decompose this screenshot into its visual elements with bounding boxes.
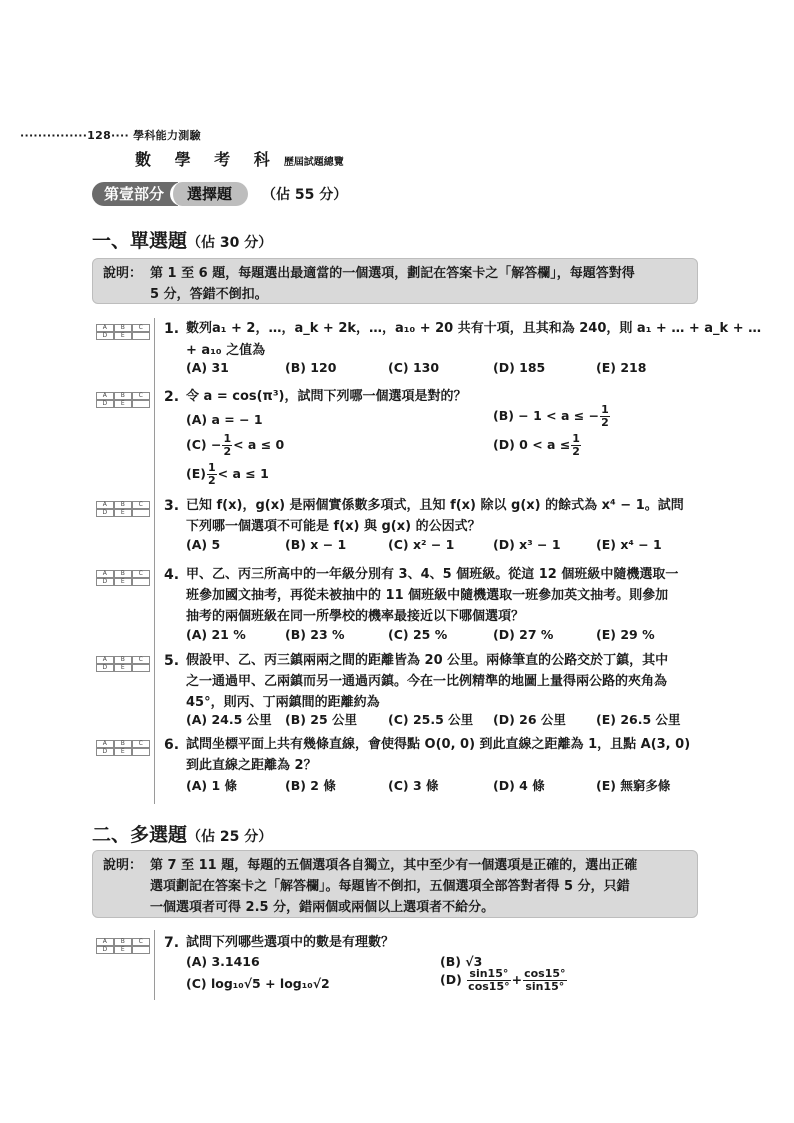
fraction: $\frac{1}{2}$ <box>601 403 609 429</box>
section-score: （佔 25 分） <box>187 829 273 845</box>
grid-cell[interactable]: A <box>96 501 115 510</box>
answer-grid[interactable] <box>96 392 150 408</box>
option-b[interactable] <box>493 404 611 429</box>
option-c[interactable]: (C) 3 條 <box>388 778 439 793</box>
option-text: < a ≤ 1 <box>217 466 269 481</box>
option-d[interactable]: (D) 185 <box>493 360 546 375</box>
option-e[interactable]: (E) 218 <box>596 360 647 375</box>
instruction-box <box>92 258 698 304</box>
option-text: < a ≤ 0 <box>233 437 285 452</box>
grid-cell[interactable]: C <box>132 392 151 401</box>
option-c[interactable]: (C) 25.5 公里 <box>388 712 474 727</box>
subject-title: 數 學 考 科 <box>135 150 279 169</box>
option-c[interactable]: (C) log₁₀√5 + log₁₀√2 <box>186 976 330 991</box>
option-c[interactable]: (C) x² − 1 <box>388 537 455 552</box>
question-text: 甲、乙、丙三所高中的一年級分別有 3、4、5 個班級。從這 12 個班級中隨機選取一 <box>186 567 679 582</box>
question-text: 下列哪一個選項不可能是 f(x) 與 g(x) 的公因式？ <box>186 519 481 534</box>
part-tab: 第壹部分 <box>92 182 178 206</box>
option-e[interactable] <box>186 462 269 487</box>
fraction: $\frac{1}{2}$ <box>207 461 216 487</box>
option-b[interactable]: (B) 120 <box>285 360 337 375</box>
running-header: ···············128···· 學科能力測驗 <box>20 129 201 142</box>
grid-cell <box>132 664 151 673</box>
option-d[interactable]: (D) 27 % <box>493 627 554 642</box>
option-e[interactable]: (E) 26.5 公里 <box>596 712 681 727</box>
option-a[interactable]: (A) 1 條 <box>186 778 238 793</box>
question-text: 到此直線之距離為 2？ <box>186 758 317 773</box>
answer-grid[interactable] <box>96 570 150 586</box>
option-text: (D) 0 < a ≤ <box>493 437 571 452</box>
grid-cell[interactable]: B <box>114 740 133 749</box>
instruction-prefix: 說明： <box>103 266 143 281</box>
grid-cell[interactable]: A <box>96 324 115 333</box>
section-score: （佔 30 分） <box>187 235 273 251</box>
grid-cell[interactable]: B <box>114 324 133 333</box>
grid-cell[interactable]: A <box>96 938 115 947</box>
grid-cell[interactable]: C <box>132 570 151 579</box>
question-number: 1. <box>164 321 180 337</box>
grid-cell[interactable]: E <box>114 578 133 587</box>
grid-cell[interactable]: B <box>114 501 133 510</box>
grid-cell <box>132 332 151 341</box>
grid-cell[interactable]: B <box>114 656 133 665</box>
section-title-text: 一、單選題 <box>92 230 188 252</box>
option-e[interactable]: (E) 29 % <box>596 627 655 642</box>
option-c[interactable]: (C) 25 % <box>388 627 448 642</box>
grid-cell[interactable]: D <box>96 400 115 409</box>
question-number: 6. <box>164 737 180 753</box>
grid-cell[interactable]: A <box>96 740 115 749</box>
option-b[interactable]: (B) 2 條 <box>285 778 336 793</box>
option-text: (E) <box>186 466 206 481</box>
option-c[interactable]: (C) 130 <box>388 360 440 375</box>
fraction: $\frac{\sin 15^\circ}{\cos 15^\circ}$ <box>468 967 510 993</box>
grid-cell[interactable]: C <box>132 501 151 510</box>
option-a[interactable]: (A) 21 % <box>186 627 246 642</box>
grid-cell[interactable]: D <box>96 946 115 955</box>
option-d[interactable]: (D) x³ − 1 <box>493 537 561 552</box>
part-banner <box>92 182 347 206</box>
instruction-line: 第 1 至 6 題，每題選出最適當的一個選項，劃記在答案卡之「解答欄」，每題答對得 <box>150 266 635 281</box>
question-number: 2. <box>164 389 180 405</box>
option-a[interactable]: (A) 3.1416 <box>186 954 260 969</box>
grid-cell <box>132 946 151 955</box>
grid-cell[interactable]: C <box>132 740 151 749</box>
question-number: 4. <box>164 567 180 583</box>
option-e[interactable]: (E) x⁴ − 1 <box>596 537 662 552</box>
option-d[interactable]: (D) 4 條 <box>493 778 545 793</box>
question-text: 試問坐標平面上共有幾條直線，會使得點 O(0, 0) 到此直線之距離為 1，且點 A(3, 0) <box>186 737 691 752</box>
grid-cell[interactable]: E <box>114 332 133 341</box>
series-title: 歷屆試題總覽 <box>283 157 344 168</box>
plus-sign: + <box>511 972 523 987</box>
grid-cell[interactable]: A <box>96 392 115 401</box>
grid-cell[interactable]: E <box>114 946 133 955</box>
fraction: $\frac{1}{2}$ <box>223 432 232 458</box>
grid-cell[interactable]: D <box>96 578 115 587</box>
instruction-prefix: 說明： <box>103 858 143 873</box>
grid-cell[interactable]: E <box>114 664 133 673</box>
answer-grid[interactable] <box>96 324 150 340</box>
option-b[interactable]: (B) 25 公里 <box>285 712 358 727</box>
grid-cell[interactable]: E <box>114 400 133 409</box>
option-e[interactable]: (E) 無窮多條 <box>596 778 671 793</box>
grid-cell[interactable]: E <box>114 748 133 757</box>
answer-grid[interactable] <box>96 740 150 756</box>
question-text: 抽考的兩個班級在同一所學校的機率最接近以下哪個選項？ <box>186 609 525 624</box>
section-title-multiple-choice <box>92 820 272 847</box>
instruction-line: 5 分，答錯不倒扣。 <box>150 287 268 302</box>
question-text: 數列a₁ + 2，…，a_k + 2k，…，a₁₀ + 20 共有十項，且其和為 240，則 a₁ + … + a_k + … <box>186 321 762 336</box>
grid-cell[interactable]: A <box>96 656 115 665</box>
grid-cell[interactable]: C <box>132 938 151 947</box>
instruction-line: 選項劃記在答案卡之「解答欄」。每題皆不倒扣，五個選項全部答對者得 5 分，只錯 <box>150 879 630 894</box>
part-type-tab: 選擇題 <box>170 182 248 206</box>
option-text: (D) <box>440 972 462 987</box>
option-a[interactable]: (A) 31 <box>186 360 229 375</box>
option-a[interactable]: (A) 24.5 公里 <box>186 712 272 727</box>
question-text: 試問下列哪些選項中的數是有理數？ <box>186 935 395 950</box>
answer-grid[interactable] <box>96 501 150 517</box>
question-text: 假設甲、乙、丙三鎮兩兩之間的距離皆為 20 公里。兩條筆直的公路交於丁鎮，其中 <box>186 653 669 668</box>
grid-cell <box>132 509 151 518</box>
answer-column-divider <box>154 318 155 804</box>
grid-cell <box>132 400 151 409</box>
grid-cell[interactable]: D <box>96 509 115 518</box>
grid-cell <box>132 748 151 757</box>
answer-column-divider <box>154 930 155 1000</box>
book-subtitle <box>135 147 344 170</box>
option-d[interactable]: (D) 26 公里 <box>493 712 566 727</box>
grid-cell[interactable]: C <box>132 324 151 333</box>
grid-cell[interactable]: B <box>114 392 133 401</box>
grid-cell[interactable]: D <box>96 748 115 757</box>
grid-cell[interactable]: D <box>96 664 115 673</box>
answer-grid[interactable] <box>96 938 150 954</box>
section-title-text: 二、多選題 <box>92 824 188 846</box>
question-text: 之一通過甲、乙兩鎮而另一通過丙鎮。今在一比例精準的地圖上量得兩公路的夾角為 <box>186 674 668 689</box>
answer-grid[interactable] <box>96 656 150 672</box>
question-text: 已知 f(x)，g(x) 是兩個實係數多項式，且知 f(x) 除以 g(x) 的餘式為 x⁴ − 1。試問 <box>186 498 684 513</box>
option-b[interactable]: (B) x − 1 <box>285 537 347 552</box>
grid-cell[interactable]: D <box>96 332 115 341</box>
option-c[interactable] <box>186 433 284 458</box>
question-text: 班參加國文抽考，再從未被抽中的 11 個班級中隨機選取一班參加英文抽考。則參加 <box>186 588 669 603</box>
question-number: 5. <box>164 653 180 669</box>
question-number: 7. <box>164 935 180 951</box>
option-b[interactable]: (B) √3 <box>440 954 483 969</box>
grid-cell[interactable]: A <box>96 570 115 579</box>
option-text: (B) − 1 < a ≤ − <box>493 408 600 423</box>
instruction-line: 一個選項者可得 2.5 分，錯兩個或兩個以上選項者不給分。 <box>150 900 495 915</box>
grid-cell <box>132 578 151 587</box>
option-a[interactable]: (A) a = − 1 <box>186 412 263 427</box>
option-d[interactable] <box>493 433 582 458</box>
question-text: 令 a = cos(π³)，試問下列哪一個選項是對的？ <box>186 389 467 404</box>
part-score: （佔 55 分） <box>262 187 348 203</box>
option-text: (C) − <box>186 437 222 452</box>
grid-cell[interactable]: C <box>132 656 151 665</box>
grid-cell[interactable]: B <box>114 570 133 579</box>
grid-cell[interactable]: E <box>114 509 133 518</box>
section-title-single-choice <box>92 226 272 253</box>
option-b[interactable]: (B) 23 % <box>285 627 345 642</box>
option-a[interactable]: (A) 5 <box>186 537 221 552</box>
fraction: $\frac{\cos 15^\circ}{\sin 15^\circ}$ <box>524 967 566 993</box>
grid-cell[interactable]: B <box>114 938 133 947</box>
fraction: $\frac{1}{2}$ <box>572 432 580 458</box>
instruction-line: 第 7 至 11 題，每題的五個選項各自獨立，其中至少有一個選項是正確的，選出正確 <box>150 858 638 873</box>
option-d[interactable] <box>440 968 568 993</box>
question-text: 45°，則丙、丁兩鎮間的距離約為 <box>186 695 380 710</box>
question-number: 3. <box>164 498 180 514</box>
question-text: + a₁₀ 之值為 <box>186 343 266 358</box>
instruction-box <box>92 850 698 918</box>
